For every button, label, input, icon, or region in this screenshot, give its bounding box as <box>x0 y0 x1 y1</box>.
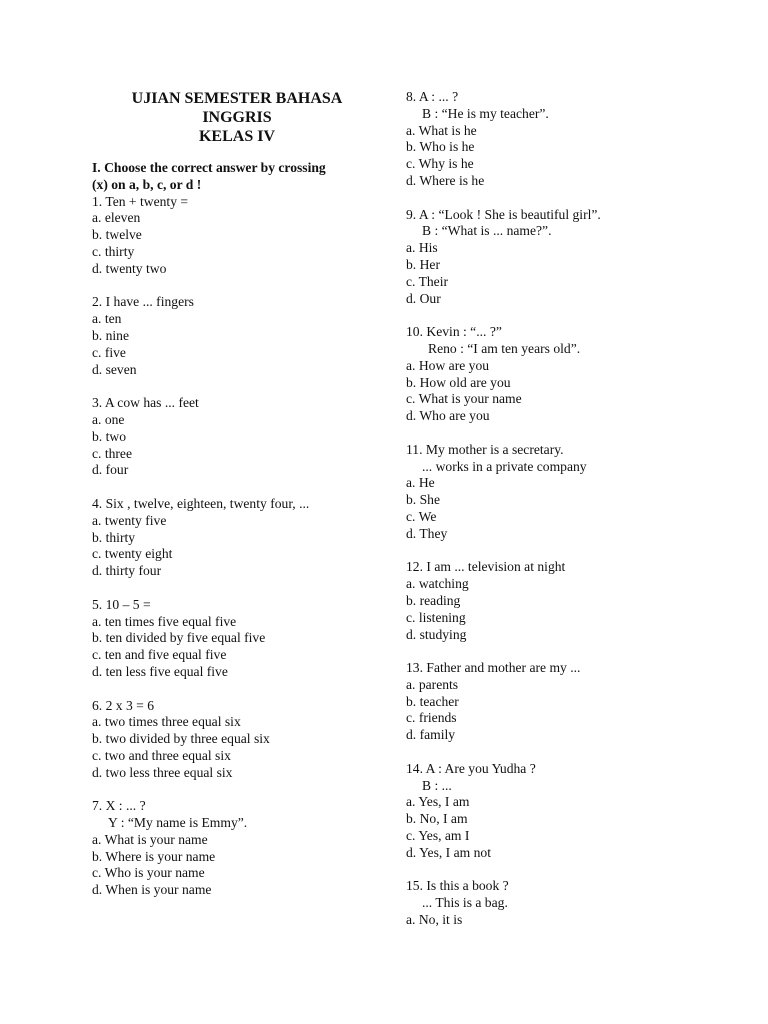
answer-option[interactable]: c. two and three equal six <box>92 747 231 763</box>
title-line: INGGRIS <box>202 109 272 126</box>
answer-option[interactable]: d. Our <box>406 290 441 306</box>
right-question-list <box>406 89 746 929</box>
question-prompt: 2. I have ... fingers <box>92 294 194 310</box>
answer-option[interactable]: d. thirty four <box>92 563 162 579</box>
question-prompt: 12. I am ... television at night <box>406 559 566 575</box>
question-prompt: 9. A : “Look ! She is beautiful girl”. <box>406 206 601 222</box>
page-title <box>92 89 382 146</box>
answer-option[interactable]: a. He <box>406 475 435 491</box>
answer-option[interactable]: a. His <box>406 240 438 256</box>
answer-option[interactable]: a. ten times five equal five <box>92 613 237 629</box>
answer-option[interactable]: b. She <box>406 492 440 508</box>
answer-option[interactable]: a. ten <box>92 311 122 327</box>
answer-option[interactable]: b. How old are you <box>406 374 511 390</box>
question-8 <box>406 89 746 190</box>
answer-option[interactable]: a. How are you <box>406 357 490 373</box>
answer-option[interactable]: a. one <box>92 411 125 427</box>
question-prompt: 3. A cow has ... feet <box>92 395 199 411</box>
answer-option[interactable]: c. thirty <box>92 243 135 259</box>
answer-option[interactable]: b. ten divided by five equal five <box>92 630 266 646</box>
answer-option[interactable]: c. Yes, am I <box>406 828 470 844</box>
answer-option[interactable]: b. No, I am <box>406 811 468 827</box>
question-prompt: 1. Ten + twenty = <box>92 193 189 209</box>
instructions <box>92 160 382 194</box>
question-12 <box>406 559 746 643</box>
answer-option[interactable]: d. Yes, I am not <box>406 844 491 860</box>
question-3 <box>92 395 382 479</box>
left-column <box>92 89 382 916</box>
instruction-line: (x) on a, b, c, or d ! <box>92 176 202 192</box>
answer-option[interactable]: a. What is your name <box>92 831 208 847</box>
answer-option[interactable]: a. What is he <box>406 122 477 138</box>
answer-option[interactable]: d. studying <box>406 626 467 642</box>
question-prompt: 13. Father and mother are my ... <box>406 660 581 676</box>
question-dialogue-line: Y : “My name is Emmy”. <box>108 815 248 831</box>
question-9 <box>406 207 746 308</box>
answer-option[interactable]: b. Where is your name <box>92 848 216 864</box>
answer-option[interactable]: b. Who is he <box>406 139 475 155</box>
question-prompt: 14. A : Are you Yudha ? <box>406 760 536 776</box>
question-14 <box>406 761 746 862</box>
question-prompt: 6. 2 x 3 = 6 <box>92 697 155 713</box>
answer-option[interactable]: a. two times three equal six <box>92 714 241 730</box>
question-dialogue-line: ... works in a private company <box>422 458 587 474</box>
answer-option[interactable]: d. When is your name <box>92 882 212 898</box>
question-1 <box>92 194 382 278</box>
answer-option[interactable]: c. twenty eight <box>92 546 173 562</box>
question-dialogue-line: ... This is a bag. <box>422 895 508 911</box>
answer-option[interactable]: d. four <box>92 462 129 478</box>
question-6 <box>92 698 382 782</box>
question-prompt: 15. Is this a book ? <box>406 878 509 894</box>
title-line: KELAS IV <box>198 128 276 145</box>
question-dialogue-line: B : ... <box>422 777 452 793</box>
answer-option[interactable]: c. Why is he <box>406 156 474 172</box>
question-15 <box>406 878 746 928</box>
answer-option[interactable]: b. reading <box>406 592 461 608</box>
question-dialogue-line: Reno : “I am ten years old”. <box>428 340 581 356</box>
answer-option[interactable]: d. They <box>406 525 448 541</box>
answer-option[interactable]: a. parents <box>406 676 459 692</box>
answer-option[interactable]: d. ten less five equal five <box>92 663 228 679</box>
answer-option[interactable]: d. Where is he <box>406 172 485 188</box>
question-dialogue-line: B : “What is ... name?”. <box>422 223 552 239</box>
answer-option[interactable]: b. thirty <box>92 529 136 545</box>
answer-option[interactable]: c. ten and five equal five <box>92 647 227 663</box>
answer-option[interactable]: c. Their <box>406 273 449 289</box>
question-prompt: 10. Kevin : “... ?” <box>406 324 502 340</box>
answer-option[interactable]: a. Yes, I am <box>406 794 470 810</box>
answer-option[interactable]: d. seven <box>92 361 137 377</box>
answer-option[interactable]: c. listening <box>406 609 466 625</box>
answer-option[interactable]: b. nine <box>92 327 129 343</box>
answer-option[interactable]: a. watching <box>406 576 469 592</box>
title-line: UJIAN SEMESTER BAHASA <box>131 90 343 107</box>
answer-option[interactable]: d. Who are you <box>406 408 490 424</box>
answer-option[interactable]: c. We <box>406 508 437 524</box>
question-dialogue-line: B : “He is my teacher”. <box>422 105 549 121</box>
answer-option[interactable]: d. family <box>406 727 456 743</box>
answer-option[interactable]: b. Her <box>406 256 440 272</box>
answer-option[interactable]: b. twelve <box>92 227 142 243</box>
answer-option[interactable]: d. two less three equal six <box>92 764 233 780</box>
answer-option[interactable]: c. What is your name <box>406 391 522 407</box>
question-2 <box>92 294 382 378</box>
question-prompt: 11. My mother is a secretary. <box>406 441 564 457</box>
answer-option[interactable]: a. No, it is <box>406 912 463 928</box>
question-13 <box>406 660 746 744</box>
answer-option[interactable]: c. friends <box>406 710 457 726</box>
right-column <box>406 89 746 946</box>
question-11 <box>406 442 746 543</box>
question-5 <box>92 597 382 681</box>
answer-option[interactable]: c. Who is your name <box>92 865 205 881</box>
answer-option[interactable]: d. twenty two <box>92 260 167 276</box>
answer-option[interactable]: c. five <box>92 344 126 360</box>
question-prompt: 4. Six , twelve, eighteen, twenty four, ... <box>92 495 310 511</box>
answer-option[interactable]: b. two divided by three equal six <box>92 731 270 747</box>
question-prompt: 8. A : ... ? <box>406 89 459 104</box>
answer-option[interactable]: a. twenty five <box>92 512 167 528</box>
answer-option[interactable]: b. two <box>92 428 126 444</box>
left-question-list <box>92 194 382 899</box>
question-7 <box>92 798 382 899</box>
question-prompt: 7. X : ... ? <box>92 798 146 814</box>
question-10 <box>406 324 746 425</box>
answer-option[interactable]: b. teacher <box>406 693 459 709</box>
question-prompt: 5. 10 – 5 = <box>92 596 151 612</box>
instruction-line: I. Choose the correct answer by crossing <box>92 160 326 175</box>
answer-option[interactable]: a. eleven <box>92 210 141 226</box>
answer-option[interactable]: c. three <box>92 445 132 461</box>
question-4 <box>92 496 382 580</box>
